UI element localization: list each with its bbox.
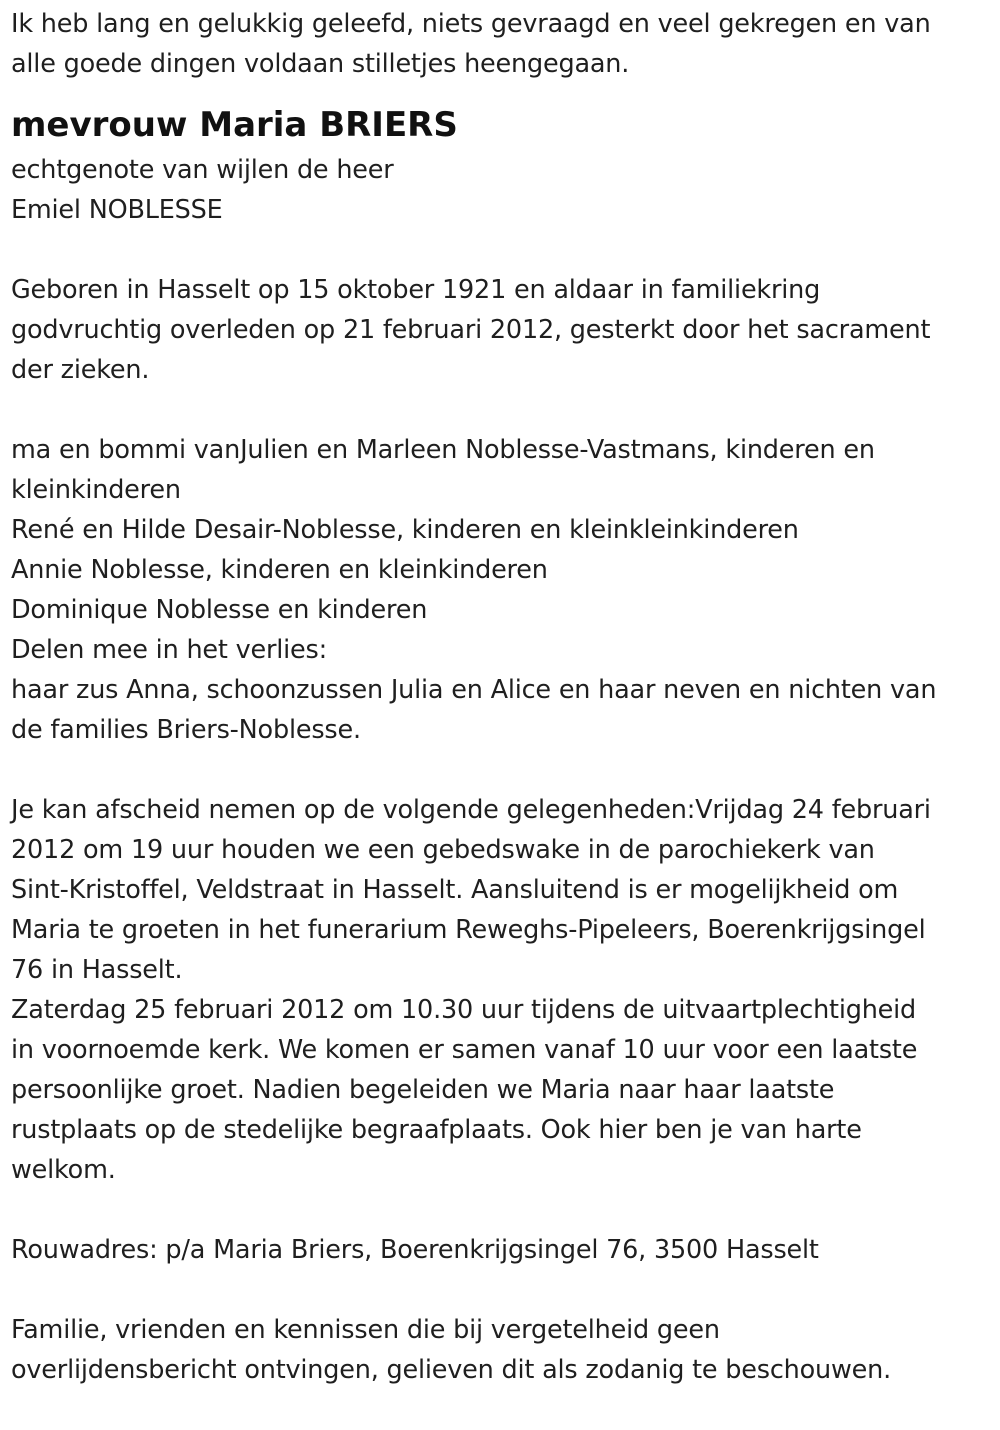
paragraph-line: in voornoemde kerk. We komen er samen vanaf 10 uur voor een laatste [11, 1035, 918, 1065]
family-line: René en Hilde Desair-Noblesse, kinderen en kleinkleinkinderen [11, 515, 799, 545]
motto-line: Ik heb lang en gelukkig geleefd, niets gevraagd en veel gekregen en van [11, 9, 931, 39]
spacer [11, 750, 991, 790]
mourning-address: Rouwadres: p/a Maria Briers, Boerenkrijgsingel 76, 3500 Hasselt [11, 1235, 819, 1265]
spacer [11, 1270, 991, 1310]
paragraph-line: godvruchtig overleden op 21 februari 2012, gesterkt door het sacrament [11, 315, 931, 345]
family-line: de families Briers-Noblesse. [11, 715, 361, 745]
paragraph-line: Je kan afscheid nemen op de volgende gelegenheden:Vrijdag 24 februari [11, 795, 931, 825]
spouse-line: echtgenote van wijlen de heer [11, 155, 394, 185]
motto-line: alle goede dingen voldaan stilletjes heengegaan. [11, 49, 630, 79]
paragraph-line: persoonlijke groet. Nadien begeleiden we Maria naar haar laatste [11, 1075, 835, 1105]
paragraph-line: 76 in Hasselt. [11, 955, 183, 985]
paragraph-line: welkom. [11, 1155, 116, 1185]
paragraph-line: Familie, vrienden en kennissen die bij vergetelheid geen [11, 1315, 720, 1345]
paragraph-line: overlijdensbericht ontvingen, gelieven dit als zodanig te beschouwen. [11, 1355, 892, 1385]
deceased-name: mevrouw Maria BRIERS [11, 105, 458, 145]
family-list [11, 430, 991, 750]
paragraph-line: 2012 om 19 uur houden we een gebedswake in de parochiekerk van [11, 835, 875, 865]
paragraph-line: Sint-Kristoffel, Veldstraat in Hasselt. Aansluitend is er mogelijkheid om [11, 875, 899, 905]
spouse-name: Emiel NOBLESSE [11, 195, 223, 225]
paragraph-line: Maria te groeten in het funerarium Reweghs-Pipeleers, Boerenkrijgsingel [11, 915, 926, 945]
paragraph-line: Zaterdag 25 februari 2012 om 10.30 uur tijdens de uitvaartplechtigheid [11, 995, 917, 1025]
family-line: ma en bommi vanJulien en Marleen Noblesse-Vastmans, kinderen en [11, 435, 875, 465]
family-line: kleinkinderen [11, 475, 181, 505]
spacer [11, 1190, 991, 1230]
paragraph-line: Geboren in Hasselt op 15 oktober 1921 en aldaar in familiekring [11, 275, 821, 305]
spacer [11, 390, 991, 430]
closing-paragraph [11, 1310, 991, 1390]
paragraph-line: der zieken. [11, 355, 150, 385]
obituary-document [11, 4, 991, 1390]
paragraph-line: rustplaats op de stedelijke begraafplaats. Ook hier ben je van harte [11, 1115, 862, 1145]
birth-death-paragraph [11, 270, 991, 390]
family-line: Annie Noblesse, kinderen en kleinkinderen [11, 555, 548, 585]
family-line: Dominique Noblesse en kinderen [11, 595, 428, 625]
spacer [11, 230, 991, 270]
farewell-paragraph [11, 790, 991, 1190]
family-line: haar zus Anna, schoonzussen Julia en Alice en haar neven en nichten van [11, 675, 937, 705]
motto [11, 4, 991, 84]
family-line: Delen mee in het verlies: [11, 635, 327, 665]
